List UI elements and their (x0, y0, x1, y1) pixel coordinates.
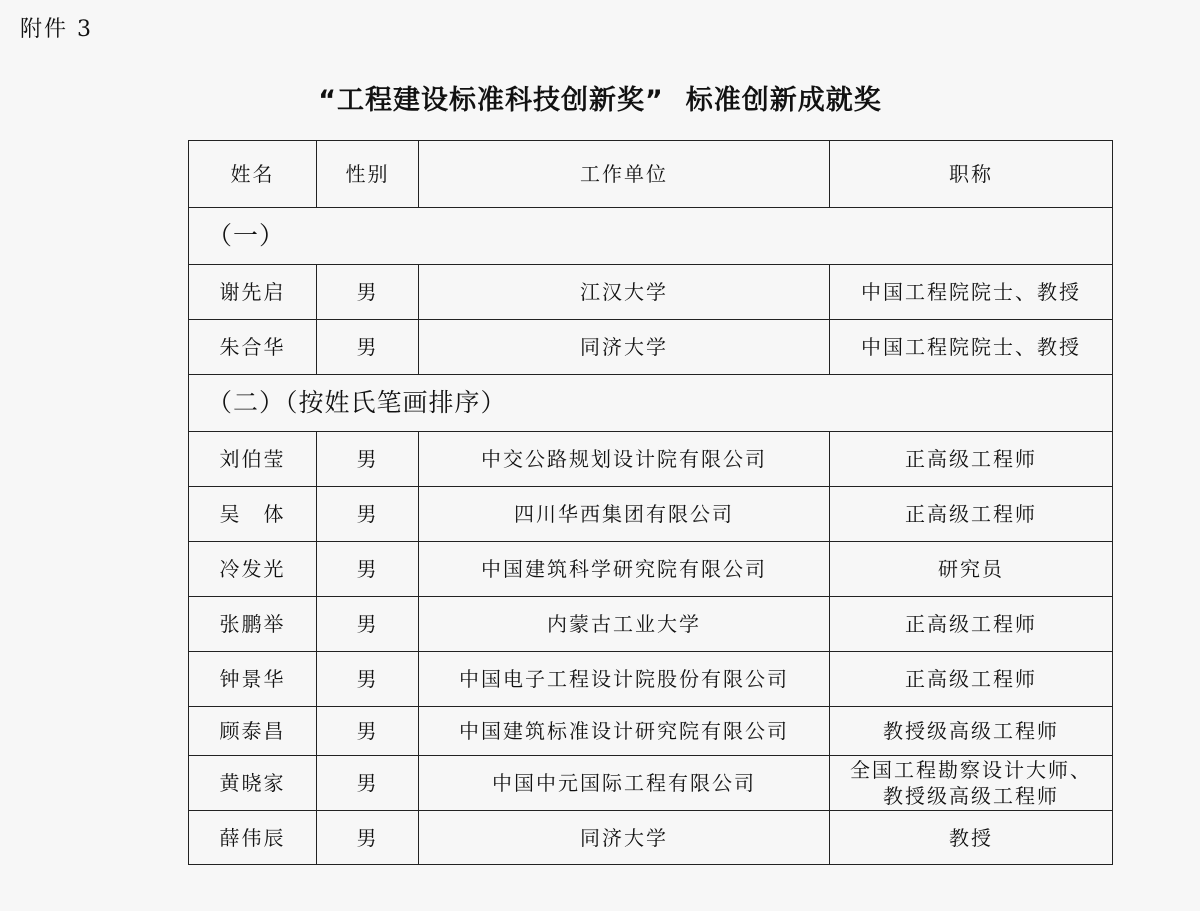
cell-title-line-2: 教授级高级工程师 (883, 784, 1059, 808)
cell-title (830, 756, 1113, 811)
cell-unit: 中国中元国际工程有限公司 (419, 756, 830, 811)
table-row (189, 542, 1113, 597)
attachment-label: 附件 3 (20, 17, 93, 42)
cell-gender: 男 (317, 811, 419, 865)
table-row (189, 707, 1113, 756)
cell-unit: 中国电子工程设计院股份有限公司 (419, 652, 830, 707)
cell-unit: 同济大学 (419, 320, 830, 375)
cell-gender: 男 (317, 432, 419, 487)
cell-gender: 男 (317, 487, 419, 542)
table-row (189, 487, 1113, 542)
cell-gender: 男 (317, 542, 419, 597)
cell-name: 黄晓家 (189, 756, 317, 811)
cell-unit: 江汉大学 (419, 265, 830, 320)
cell-name: 刘伯莹 (189, 432, 317, 487)
award-table (188, 140, 1113, 865)
cell-name: 钟景华 (189, 652, 317, 707)
cell-title: 正高级工程师 (830, 487, 1113, 542)
cell-gender: 男 (317, 265, 419, 320)
header-unit: 工作单位 (419, 141, 830, 208)
cell-gender: 男 (317, 707, 419, 756)
cell-title: 正高级工程师 (830, 652, 1113, 707)
cell-title: 中国工程院院士、教授 (830, 265, 1113, 320)
award-category: 标准创新成就奖 (685, 85, 882, 116)
cell-title: 正高级工程师 (830, 597, 1113, 652)
cell-title-line-1: 全国工程勘察设计大师、 (850, 758, 1092, 782)
table-row (189, 432, 1113, 487)
cell-unit: 中国建筑标准设计研究院有限公司 (419, 707, 830, 756)
cell-unit: 同济大学 (419, 811, 830, 865)
award-name: “工程建设标准科技创新奖” (318, 85, 664, 116)
table-header-row (189, 141, 1113, 208)
table-row (189, 652, 1113, 707)
header-name: 姓名 (189, 141, 317, 208)
section-row-1 (189, 208, 1113, 265)
cell-unit: 中交公路规划设计院有限公司 (419, 432, 830, 487)
cell-gender: 男 (317, 652, 419, 707)
cell-name: 冷发光 (189, 542, 317, 597)
table-row (189, 756, 1113, 811)
cell-unit: 内蒙古工业大学 (419, 597, 830, 652)
header-gender: 性别 (317, 141, 419, 208)
cell-unit: 中国建筑科学研究院有限公司 (419, 542, 830, 597)
cell-name: 张鹏举 (189, 597, 317, 652)
cell-name: 顾泰昌 (189, 707, 317, 756)
cell-title: 中国工程院院士、教授 (830, 320, 1113, 375)
cell-gender: 男 (317, 320, 419, 375)
cell-title: 正高级工程师 (830, 432, 1113, 487)
document-title (0, 78, 1200, 117)
header-title: 职称 (830, 141, 1113, 208)
cell-title: 研究员 (830, 542, 1113, 597)
table-row (189, 320, 1113, 375)
cell-title: 教授级高级工程师 (830, 707, 1113, 756)
cell-gender: 男 (317, 756, 419, 811)
cell-name: 朱合华 (189, 320, 317, 375)
cell-gender: 男 (317, 597, 419, 652)
table-row (189, 811, 1113, 865)
cell-name: 谢先启 (189, 265, 317, 320)
section-row-2 (189, 375, 1113, 432)
cell-unit: 四川华西集团有限公司 (419, 487, 830, 542)
section-label-2: （二）（按姓氏笔画排序） (189, 375, 1113, 432)
table-row (189, 265, 1113, 320)
cell-name: 薛伟辰 (189, 811, 317, 865)
cell-title: 教授 (830, 811, 1113, 865)
section-label-1: （一） (189, 208, 1113, 265)
table-row (189, 597, 1113, 652)
cell-name: 吴 体 (189, 487, 317, 542)
